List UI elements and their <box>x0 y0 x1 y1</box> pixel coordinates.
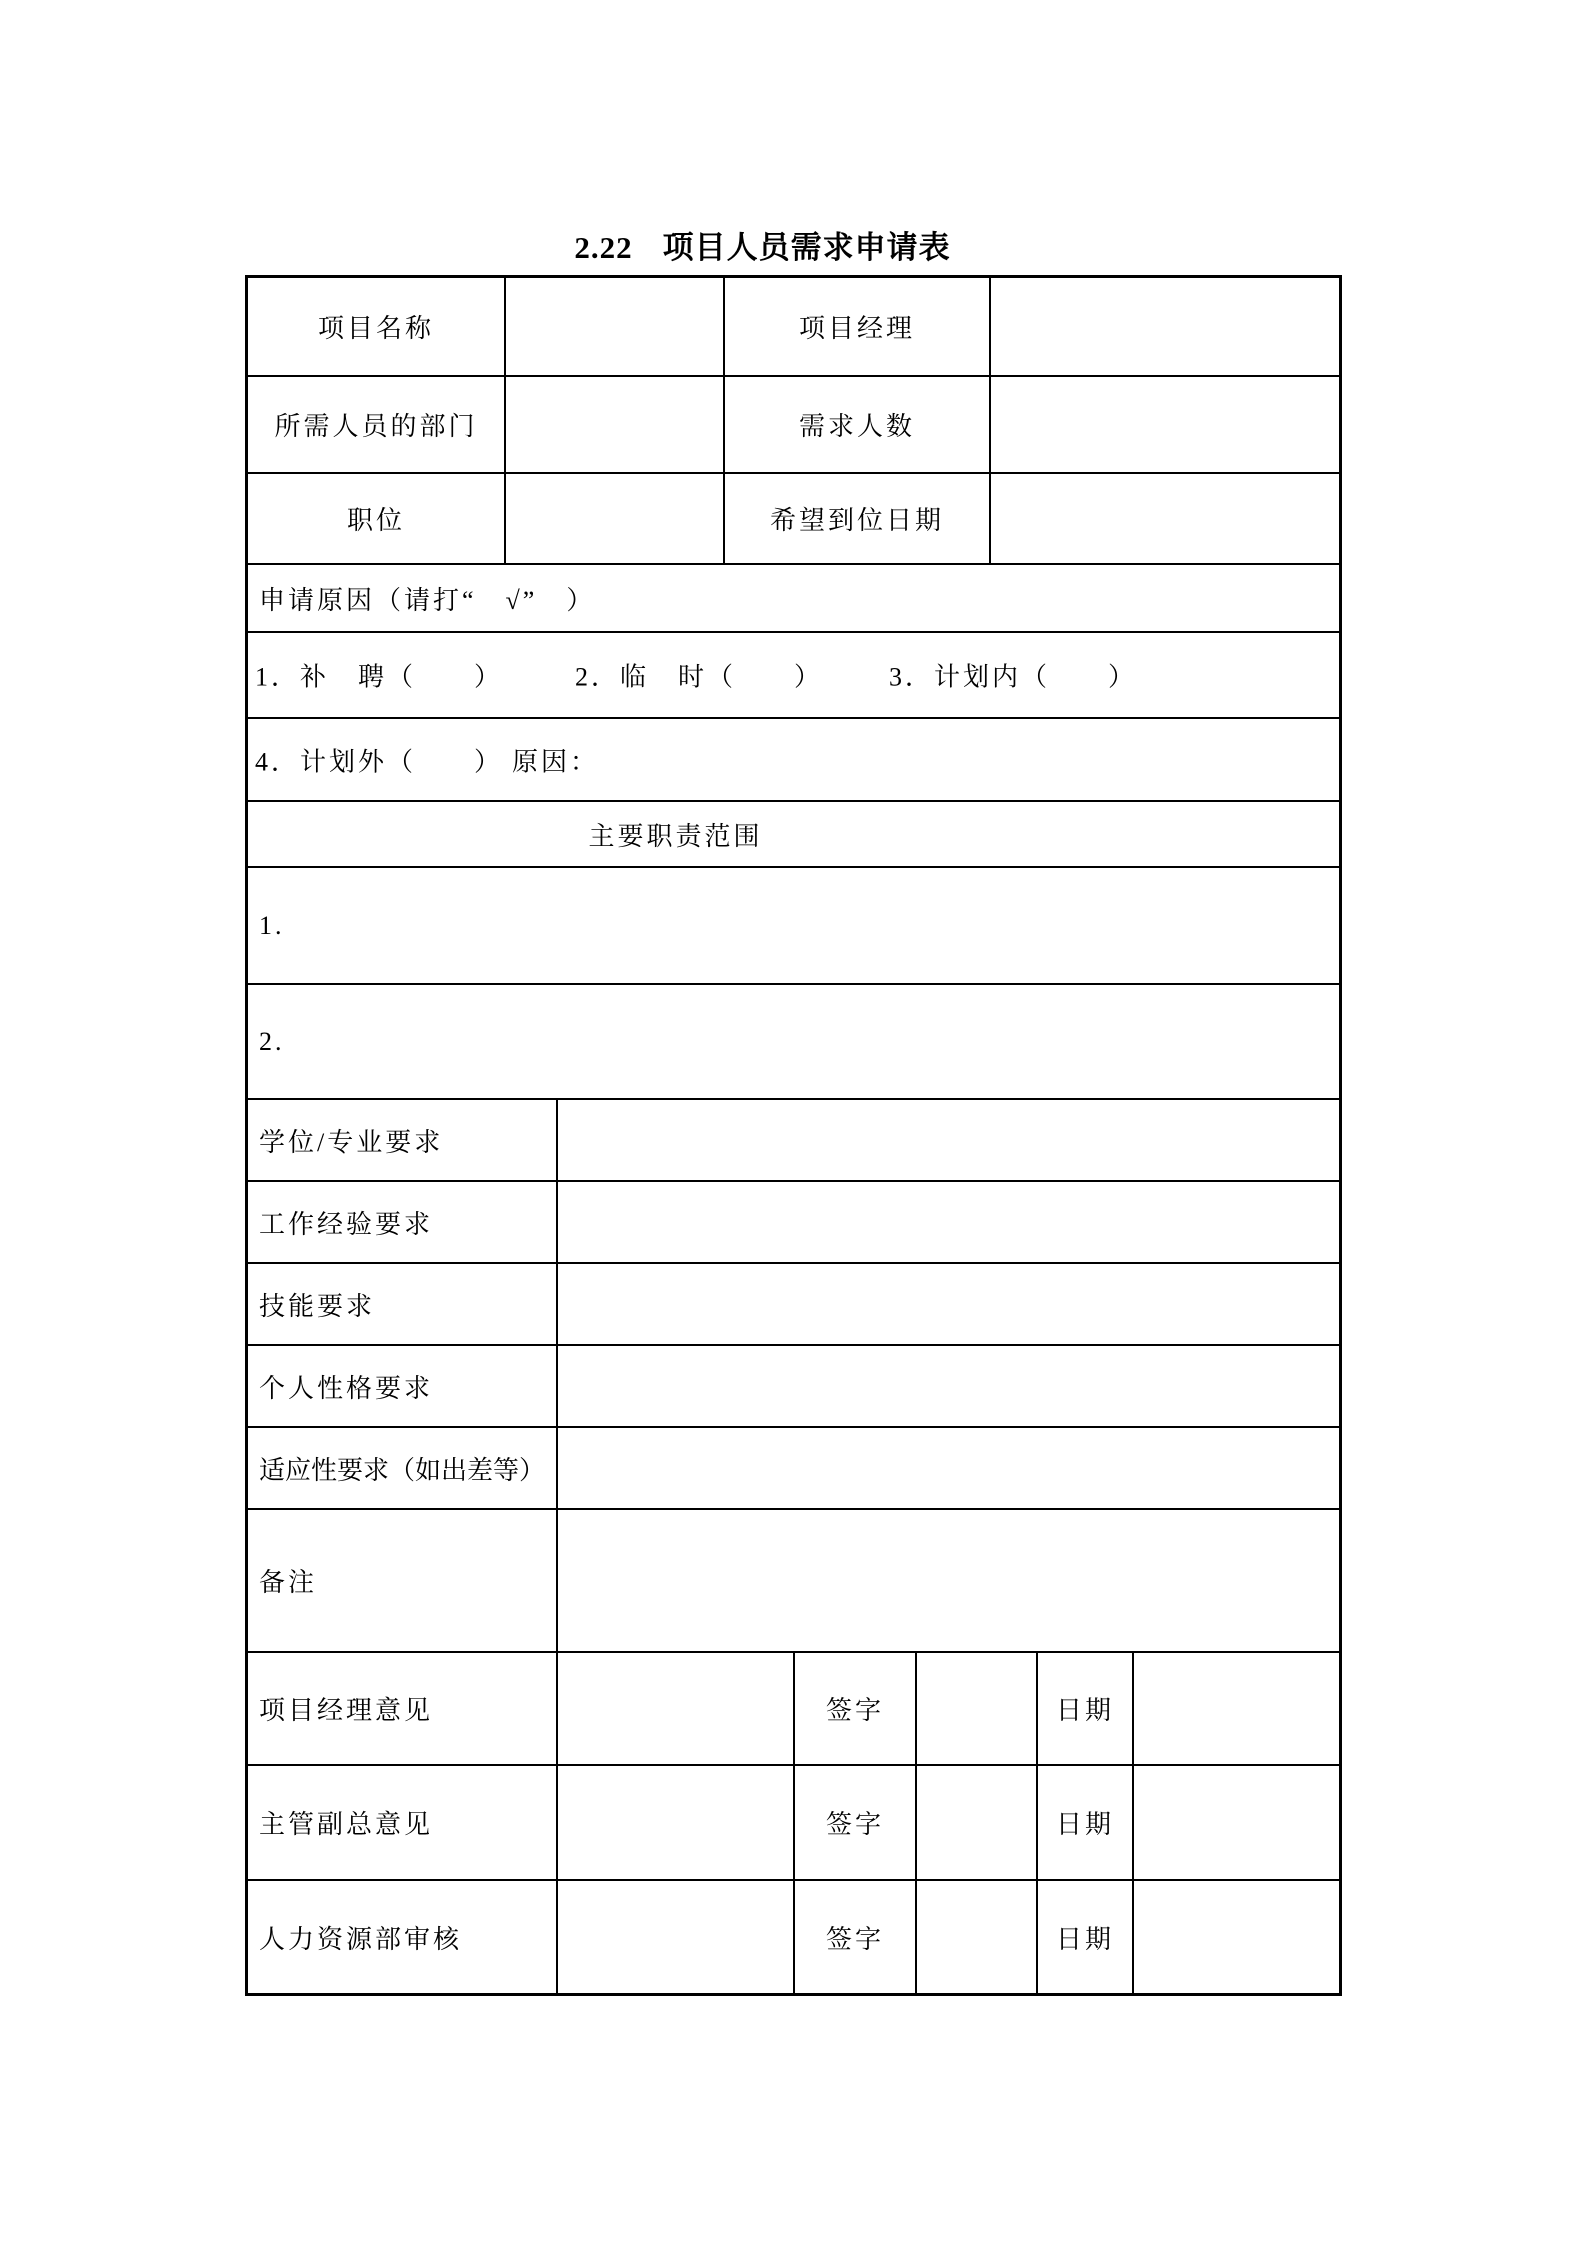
input-vp-opinion[interactable] <box>556 1766 793 1879</box>
label-pm-signature: 签字 <box>793 1653 915 1764</box>
input-pm-signature[interactable] <box>915 1653 1036 1764</box>
row-reason-options-1 <box>248 631 1339 717</box>
row-remark <box>248 1508 1339 1651</box>
input-vp-signature[interactable] <box>915 1766 1036 1879</box>
input-expected-start-date[interactable] <box>989 474 1339 563</box>
label-skill-requirement: 技能要求 <box>259 1291 376 1321</box>
input-pm-date[interactable] <box>1132 1653 1339 1764</box>
input-department-needed[interactable] <box>504 377 723 472</box>
input-degree-requirement[interactable] <box>556 1100 1339 1180</box>
label-pm-date: 日期 <box>1036 1653 1132 1764</box>
input-headcount[interactable] <box>989 377 1339 472</box>
label-expected-start-date: 希望到位日期 <box>723 474 989 563</box>
label-project-name: 项目名称 <box>317 314 434 343</box>
input-personality-requirement[interactable] <box>556 1346 1339 1426</box>
row-vp-opinion <box>248 1764 1339 1879</box>
label-vp-date: 日期 <box>1036 1766 1132 1879</box>
label-application-reason: 申请原因（请打“ √” ） <box>259 585 596 615</box>
reason-option-supplement[interactable]: 1．补 聘（ ） <box>255 662 504 692</box>
input-hr-review[interactable] <box>556 1881 793 1993</box>
title-text: 项目人员需求申请表 <box>662 230 951 265</box>
row-duty-1 <box>248 866 1339 983</box>
reason-option-out-of-plan[interactable]: 4．计划外（ ） <box>255 747 504 776</box>
label-degree-requirement: 学位/专业要求 <box>259 1127 444 1157</box>
label-project-manager: 项目经理 <box>723 278 989 375</box>
label-vp-signature: 签字 <box>793 1766 915 1879</box>
label-hr-review: 人力资源部审核 <box>259 1924 463 1954</box>
row-skill-requirement <box>248 1262 1339 1344</box>
row-experience-requirement <box>248 1180 1339 1262</box>
row-duties-header <box>248 800 1339 866</box>
input-hr-signature[interactable] <box>915 1881 1036 1993</box>
label-personality-requirement: 个人性格要求 <box>259 1373 434 1403</box>
row-reason-options-2 <box>248 717 1339 800</box>
personnel-request-form-table <box>245 275 1342 1996</box>
input-adaptability-requirement[interactable] <box>556 1428 1339 1508</box>
input-project-manager[interactable] <box>989 278 1339 375</box>
input-position[interactable] <box>504 474 723 563</box>
label-reason-detail: 原因： <box>512 747 600 776</box>
input-duty-1[interactable]: 1. <box>259 910 285 940</box>
label-remark: 备注 <box>259 1568 318 1597</box>
row-pm-opinion <box>248 1651 1339 1764</box>
input-experience-requirement[interactable] <box>556 1182 1339 1262</box>
row-reason-header <box>248 563 1339 631</box>
row-project-name <box>248 278 1339 375</box>
label-pm-opinion: 项目经理意见 <box>259 1696 434 1725</box>
label-main-duties: 主要职责范围 <box>588 821 763 851</box>
label-experience-requirement: 工作经验要求 <box>259 1209 434 1239</box>
reason-option-in-plan[interactable]: 3．计划内（ ） <box>889 662 1138 692</box>
input-duty-2[interactable]: 2. <box>259 1026 285 1056</box>
row-duty-2 <box>248 983 1339 1098</box>
row-personality-requirement <box>248 1344 1339 1426</box>
row-hr-review <box>248 1879 1339 1993</box>
row-position <box>248 472 1339 563</box>
row-degree-requirement <box>248 1098 1339 1180</box>
input-skill-requirement[interactable] <box>556 1264 1339 1344</box>
label-position: 职位 <box>346 506 405 535</box>
input-hr-date[interactable] <box>1132 1881 1339 1993</box>
section-number: 2.22 <box>574 230 633 265</box>
label-headcount: 需求人数 <box>723 377 989 472</box>
row-adaptability-requirement <box>248 1426 1339 1508</box>
label-hr-signature: 签字 <box>793 1881 915 1993</box>
label-adaptability-requirement: 适应性要求（如出差等） <box>259 1455 546 1485</box>
label-department-needed: 所需人员的部门 <box>274 412 478 441</box>
input-project-name[interactable] <box>504 278 723 375</box>
label-vp-opinion: 主管副总意见 <box>259 1810 434 1839</box>
input-pm-opinion[interactable] <box>556 1653 793 1764</box>
row-department <box>248 375 1339 472</box>
label-hr-date: 日期 <box>1036 1881 1132 1993</box>
input-remark[interactable] <box>556 1510 1339 1651</box>
input-vp-date[interactable] <box>1132 1766 1339 1879</box>
reason-option-temporary[interactable]: 2．临 时（ ） <box>575 662 824 692</box>
